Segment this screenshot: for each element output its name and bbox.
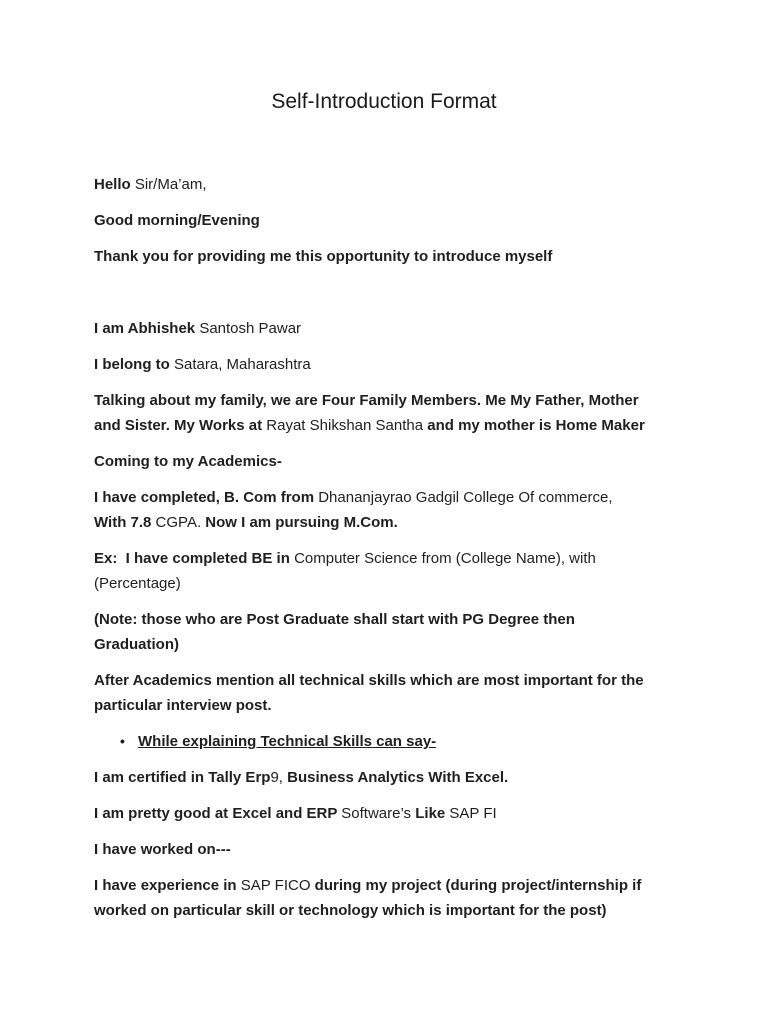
text-run: worked on particular skill or technology which is important for the post) (94, 902, 607, 919)
paragraph-intro-place (94, 352, 749, 377)
text-run: SAP FICO (240, 877, 315, 894)
text-run: While explaining Technical Skills can say- (138, 733, 437, 750)
text-run: I have experience in (94, 877, 241, 894)
text-run: I am certified in Tally Erp (94, 769, 271, 786)
text-run: With 7.8 (94, 514, 156, 531)
paragraph-certification (94, 765, 749, 790)
paragraph-text (94, 877, 641, 919)
paragraph-academics-heading (94, 449, 749, 474)
text-run: Coming to my Academics- (94, 453, 282, 470)
paragraph-thanks-line (94, 244, 749, 269)
text-run: Good morning/Evening (94, 212, 260, 229)
paragraph-experience (94, 873, 749, 923)
paragraph-blank-line (94, 280, 749, 305)
paragraph-text (94, 320, 301, 337)
paragraph-text (94, 611, 575, 653)
text-run: (Percentage) (94, 575, 181, 592)
text-run: (Note: those who are Post Graduate shall start with PG Degree then (94, 611, 575, 628)
paragraph-text (94, 841, 231, 858)
text-run: Thank you for providing me this opportunity to introduce myself (94, 248, 553, 265)
paragraph-text (94, 805, 497, 822)
paragraph-proficiency (94, 801, 749, 826)
text-run: Rayat Shikshan Santha (266, 417, 424, 434)
text-run: I have completed, B. Com from (94, 489, 319, 506)
text-run: Like (415, 805, 450, 822)
document-body (94, 172, 749, 923)
text-run: Software’s (341, 805, 416, 822)
text-run: during my project (during project/internship if (314, 877, 642, 894)
text-run: I belong to (94, 356, 174, 373)
text-run: and Sister. My Works at (94, 417, 267, 434)
paragraph-family-detail (94, 388, 749, 438)
paragraph-greeting (94, 172, 749, 197)
paragraph-skills-bullet (94, 729, 749, 754)
text-run: Sir/Ma’am, (134, 176, 207, 193)
paragraph-text (94, 453, 282, 470)
paragraph-text (94, 212, 260, 229)
text-run: particular interview post. (94, 697, 272, 714)
paragraph-academics-detail (94, 485, 749, 535)
text-run: Santosh Pawar (199, 320, 302, 337)
paragraph-skills-instruction (94, 668, 749, 718)
text-run: I have worked on--- (94, 841, 231, 858)
text-run: I am pretty good at Excel and ERP (94, 805, 342, 822)
document-title: Self-Introduction Format (271, 90, 497, 113)
text-run: Dhananjayrao Gadgil College Of commerce, (318, 489, 613, 506)
text-run: CGPA. (155, 514, 206, 531)
text-run: I am Abhishek (94, 320, 200, 337)
paragraph-intro-name (94, 316, 749, 341)
paragraph-text (94, 672, 644, 714)
text-run: Now I am pursuing M.Com. (205, 514, 398, 531)
text-run: and my mother is Home Maker (423, 417, 645, 434)
bullet-icon: • (120, 733, 125, 749)
paragraph-text (94, 176, 207, 193)
text-run: Business Analytics With Excel. (287, 769, 509, 786)
paragraph-salutation (94, 208, 749, 233)
paragraph-academics-example (94, 546, 749, 596)
paragraph-text (138, 729, 749, 754)
paragraph-text (94, 392, 645, 434)
text-run: Satara, Maharashtra (174, 356, 311, 373)
paragraph-worked-on (94, 837, 749, 862)
text-run: After Academics mention all technical skills which are most important for the (94, 672, 644, 689)
paragraph-text (94, 769, 508, 786)
text-run: Computer Science from (College Name), with (294, 550, 596, 567)
paragraph-text (94, 248, 552, 265)
text-run: Ex: I have completed BE in (94, 550, 295, 567)
text-run: Talking about my family, we are Four Family Members. Me My Father, Mother (94, 392, 639, 409)
text-run: Graduation) (94, 636, 179, 653)
paragraph-text (94, 489, 613, 531)
paragraph-note (94, 607, 749, 657)
paragraph-text (94, 550, 596, 592)
text-run: 9, (270, 769, 288, 786)
text-run: Hello (94, 176, 135, 193)
paragraph-text (94, 356, 311, 373)
text-run: SAP FI (449, 805, 497, 822)
